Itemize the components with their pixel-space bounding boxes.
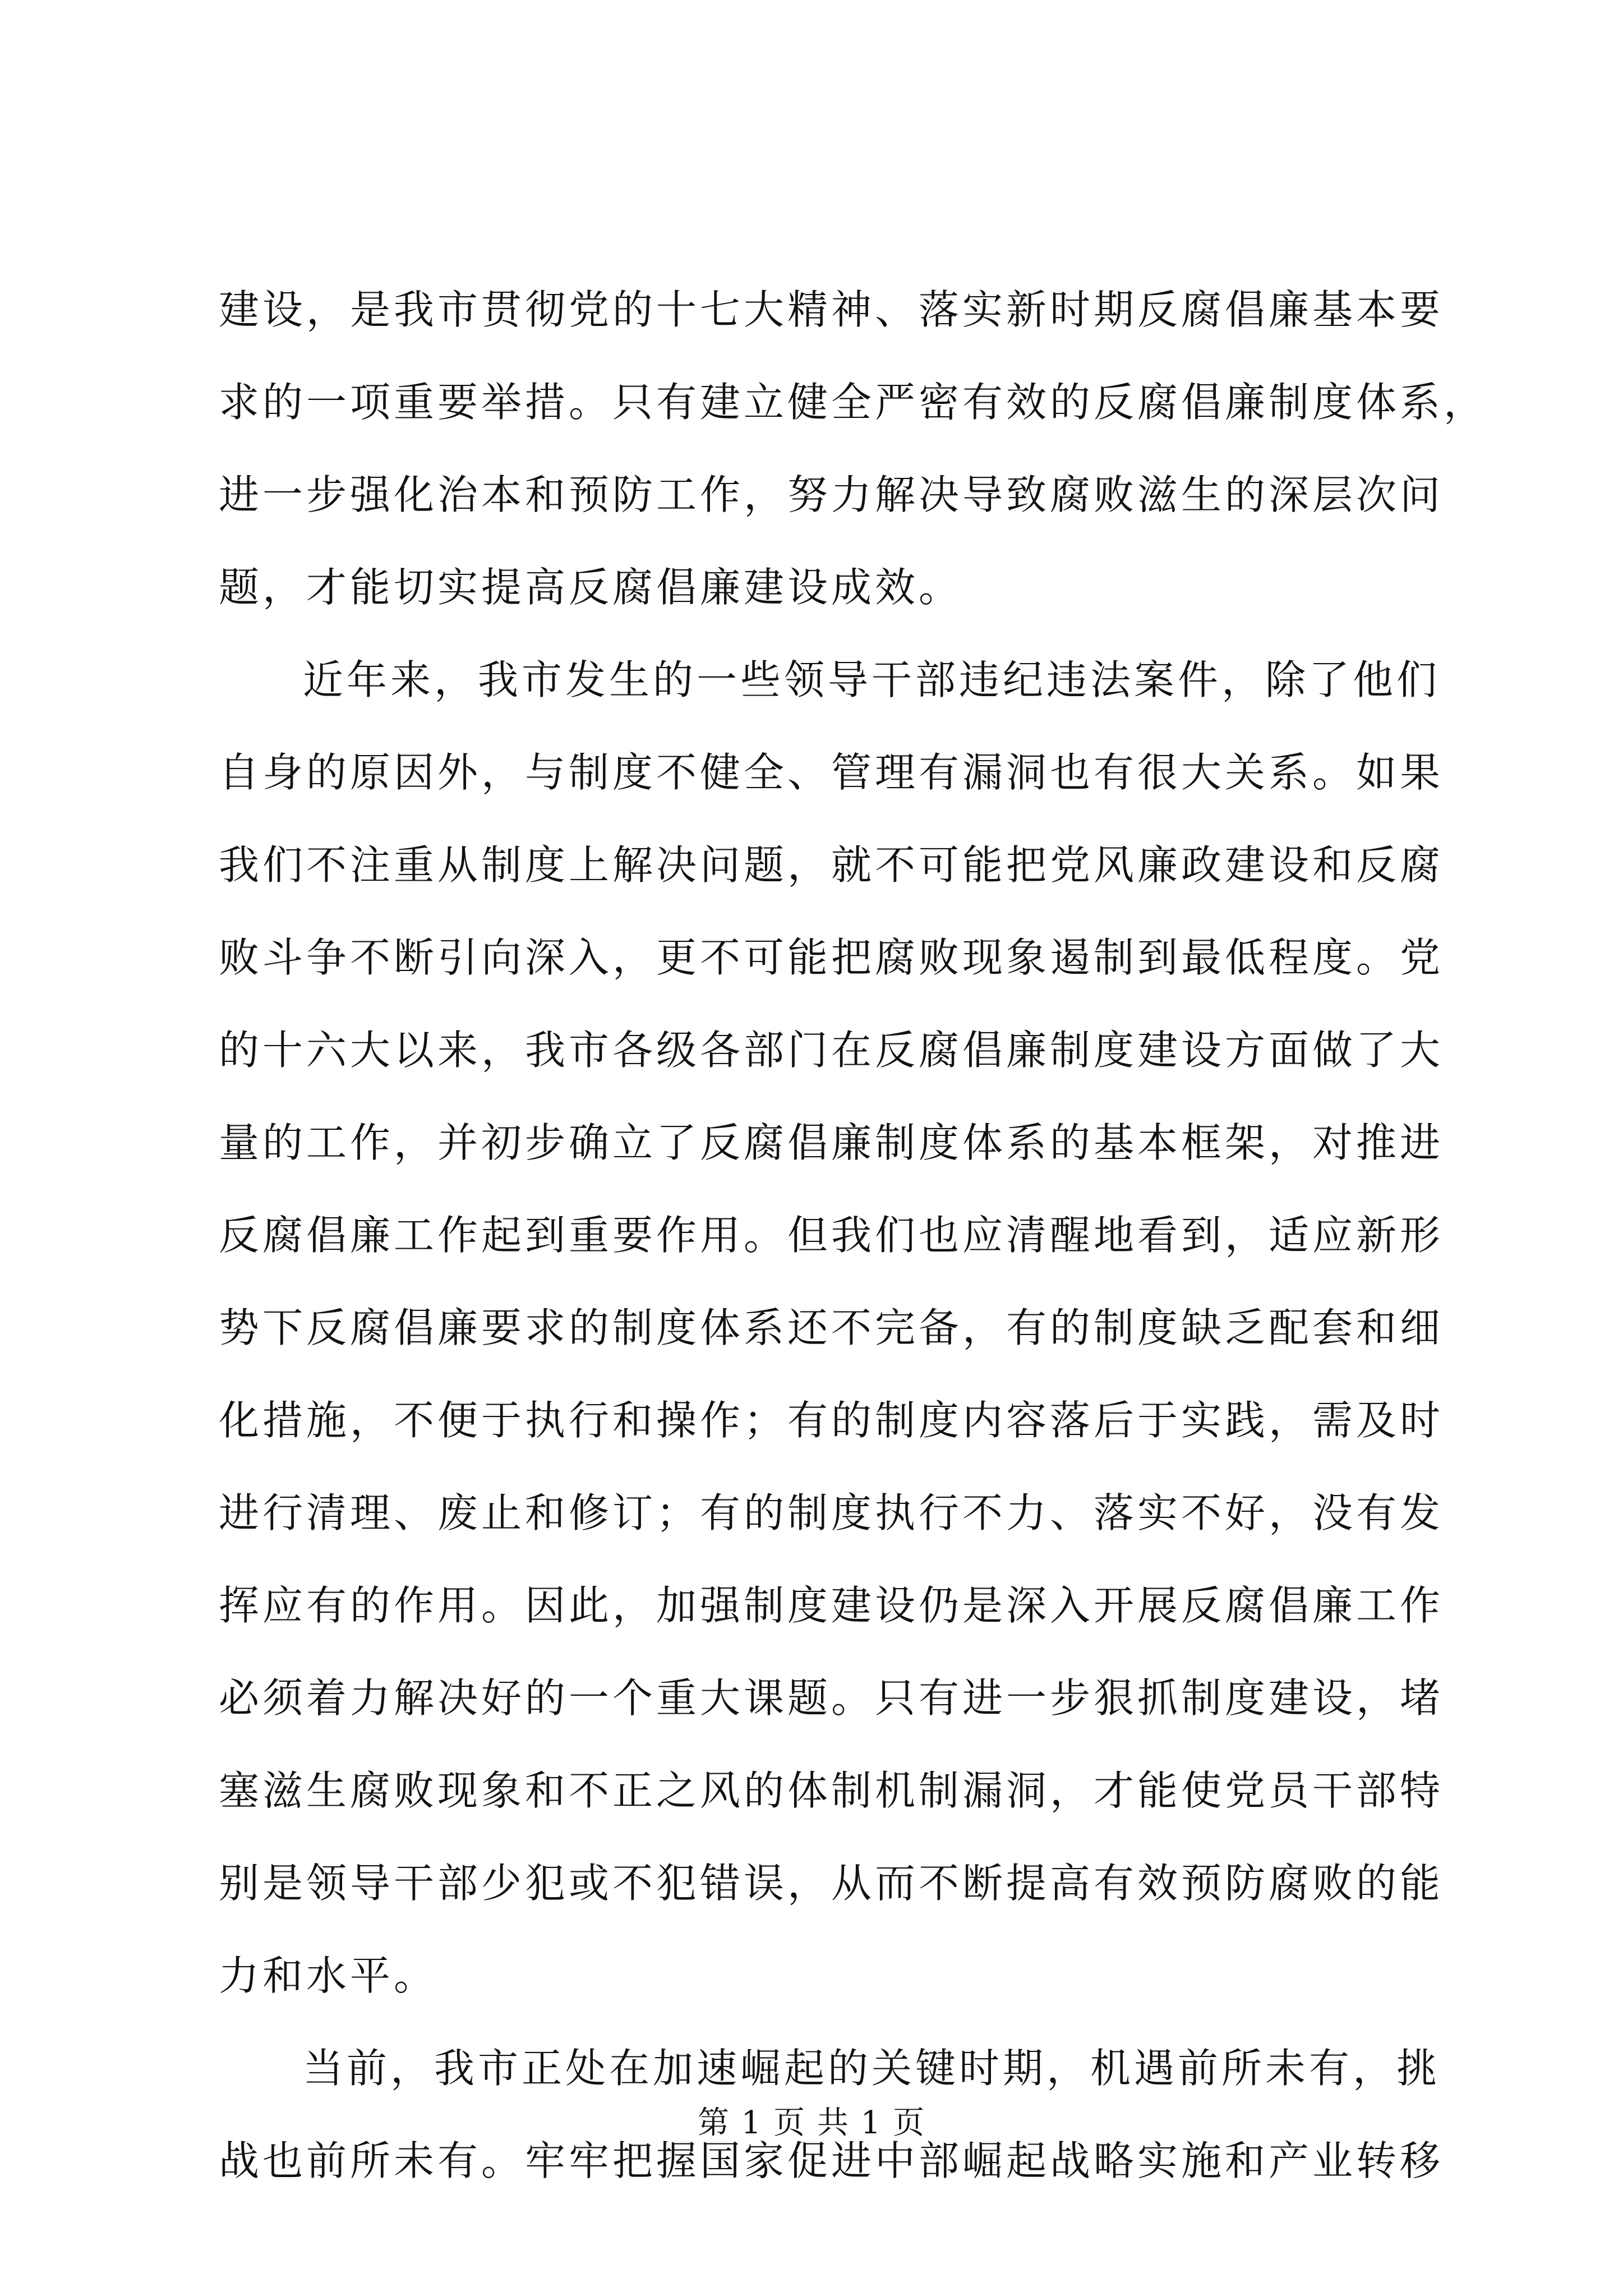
text-line: 败斗争不断引向深入，更不可能把腐败现象遏制到最低程度。党 xyxy=(219,934,1444,981)
text-line: 化措施，不便于执行和操作；有的制度内容落后于实践，需及时 xyxy=(219,1397,1444,1444)
text-line: 题，才能切实提高反腐倡廉建设成效。 xyxy=(219,564,963,611)
text-line: 进行清理、废止和修订；有的制度执行不力、落实不好，没有发 xyxy=(219,1489,1444,1536)
text-line: 建设，是我市贯彻党的十七大精神、落实新时期反腐倡廉基本要 xyxy=(219,286,1444,333)
text-line: 必须着力解决好的一个重大课题。只有进一步狠抓制度建设，堵 xyxy=(219,1674,1444,1722)
text-line: 量的工作，并初步确立了反腐倡廉制度体系的基本框架，对推进 xyxy=(219,1119,1444,1166)
text-line: 近年来，我市发生的一些领导干部违纪违法案件，除了他们 xyxy=(303,656,1441,703)
text-line: 塞滋生腐败现象和不正之风的体制机制漏洞，才能使党员干部特 xyxy=(219,1767,1444,1814)
text-line: 势下反腐倡廉要求的制度体系还不完备，有的制度缺乏配套和细 xyxy=(219,1304,1444,1351)
text-line: 别是领导干部少犯或不犯错误，从而不断提高有效预防腐败的能 xyxy=(219,1860,1444,1907)
text-line: 挥应有的作用。因此，加强制度建设仍是深入开展反腐倡廉工作 xyxy=(219,1582,1444,1629)
text-line: 自身的原因外，与制度不健全、管理有漏洞也有很大关系。如果 xyxy=(219,749,1444,796)
text-line: 求的一项重要举措。只有建立健全严密有效的反腐倡廉制度体系， xyxy=(219,379,1488,426)
text-line: 力和水平。 xyxy=(219,1952,438,1999)
text-line: 的十六大以来，我市各级各部门在反腐倡廉制度建设方面做了大 xyxy=(219,1027,1444,1074)
body-text xyxy=(219,264,1488,2207)
text-line: 战也前所未有。牢牢把握国家促进中部崛起战略实施和产业转移 xyxy=(219,2137,1444,2184)
text-line: 反腐倡廉工作起到重要作用。但我们也应清醒地看到，适应新形 xyxy=(219,1212,1444,1259)
text-line: 当前，我市正处在加速崛起的关键时期，机遇前所未有，挑 xyxy=(303,2045,1441,2092)
page-number-footer: 第 1 页 共 1 页 xyxy=(697,2105,926,2141)
text-line: 进一步强化治本和预防工作，努力解决导致腐败滋生的深层次问 xyxy=(219,471,1444,518)
text-line: 我们不注重从制度上解决问题，就不可能把党风廉政建设和反腐 xyxy=(219,841,1444,889)
